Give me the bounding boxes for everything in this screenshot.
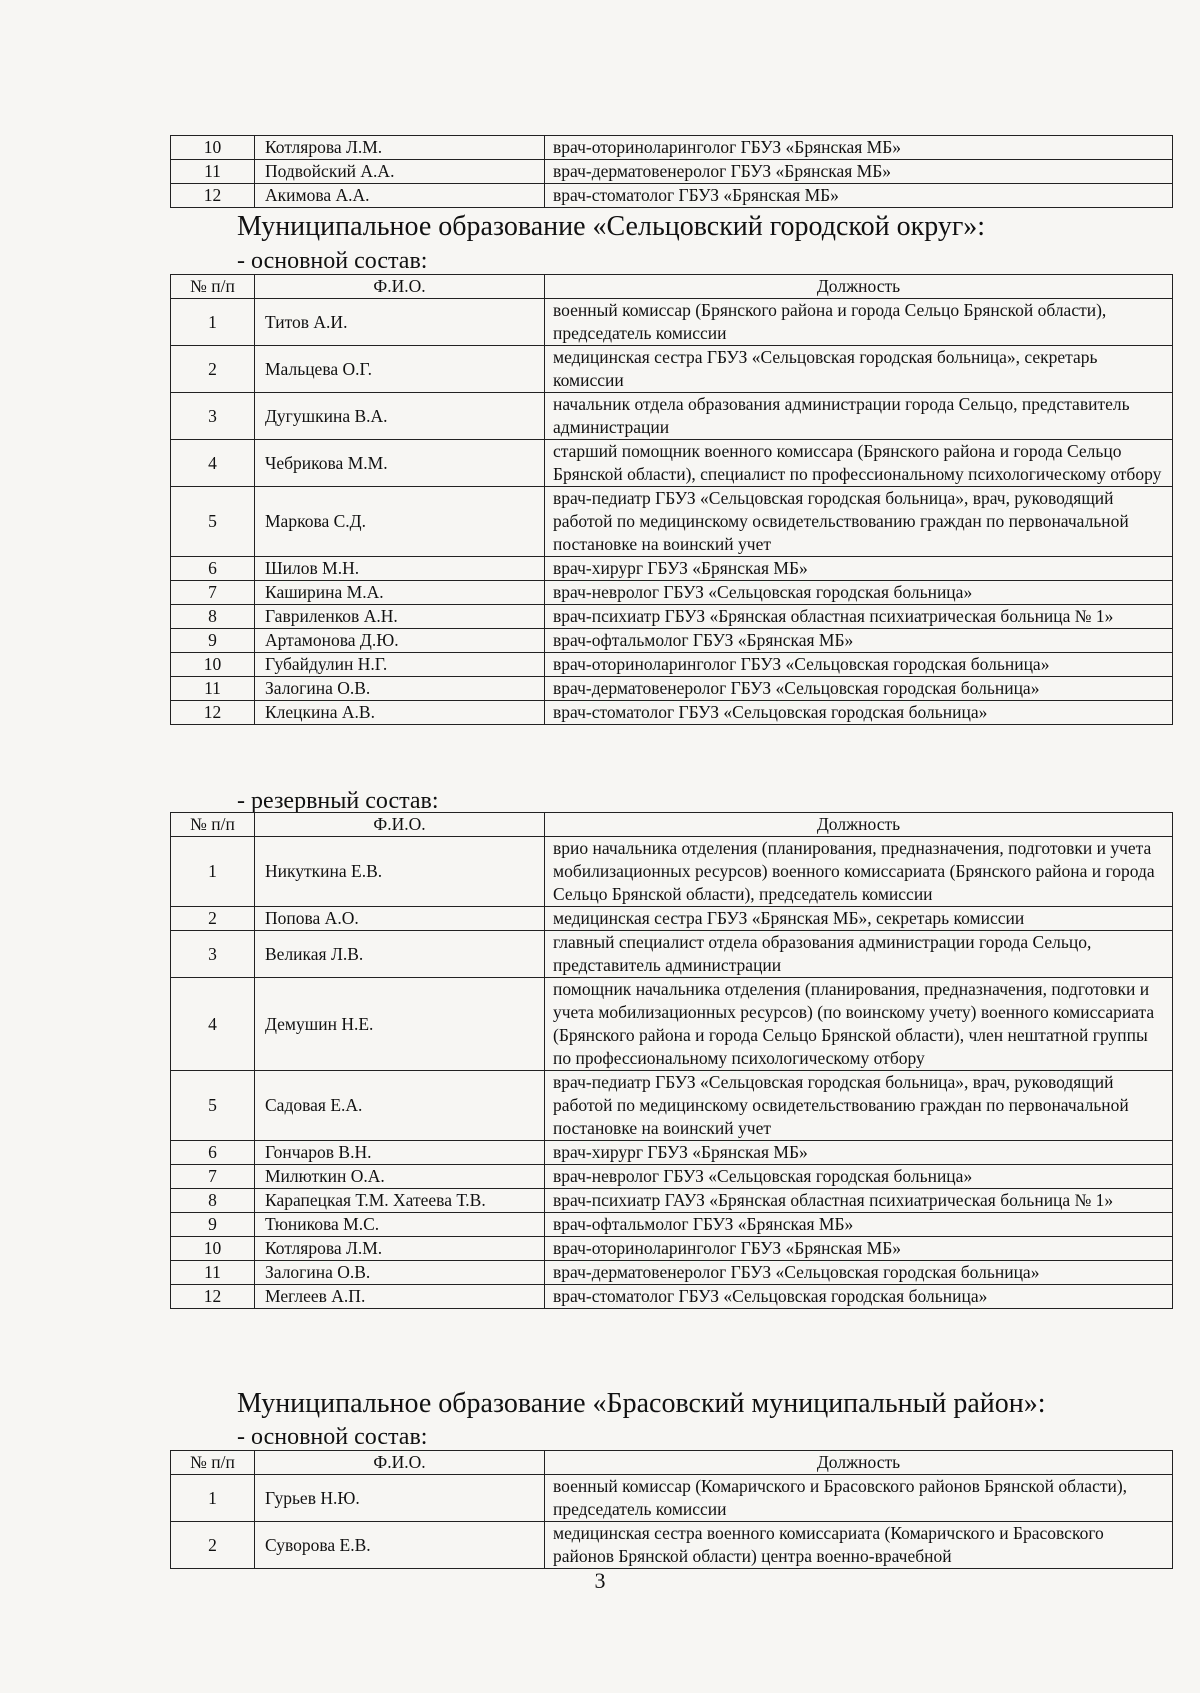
row-number: 1 <box>171 837 255 907</box>
row-number: 8 <box>171 605 255 629</box>
table-row <box>171 1522 1173 1569</box>
row-number: 10 <box>171 1237 255 1261</box>
table-row <box>171 1189 1173 1213</box>
row-number: 5 <box>171 1071 255 1141</box>
section-title-seltso: Муниципальное образование «Сельцовский городской округ»: <box>237 211 986 242</box>
row-number: 1 <box>171 1475 255 1522</box>
row-number: 8 <box>171 1189 255 1213</box>
table-row <box>171 837 1173 907</box>
row-number: 2 <box>171 907 255 931</box>
seltso-main-table <box>170 274 1173 725</box>
header-name: Ф.И.О. <box>255 813 545 837</box>
row-number: 6 <box>171 1141 255 1165</box>
row-number: 3 <box>171 931 255 978</box>
row-position: врач-оториноларинголог ГБУЗ «Брянская МБ» <box>545 136 1173 160</box>
table-row <box>171 978 1173 1071</box>
row-name: Гурьев Н.Ю. <box>255 1475 545 1522</box>
continuation-table-block <box>170 135 1172 208</box>
row-number: 5 <box>171 487 255 557</box>
row-name: Артамонова Д.Ю. <box>255 629 545 653</box>
row-number: 11 <box>171 1261 255 1285</box>
row-position: врач-психиатр ГАУЗ «Брянская областная психиатрическая больница № 1» <box>545 1189 1173 1213</box>
row-position: медицинская сестра военного комиссариата (Комаричского и Брасовского районов Брянской области) центра военно-врачебной <box>545 1522 1173 1569</box>
row-position: врач-оториноларинголог ГБУЗ «Брянская МБ» <box>545 1237 1173 1261</box>
row-number: 1 <box>171 299 255 346</box>
row-position: врач-хирург ГБУЗ «Брянская МБ» <box>545 1141 1173 1165</box>
row-name: Дугушкина В.А. <box>255 393 545 440</box>
row-name: Демушин Н.Е. <box>255 978 545 1071</box>
row-name: Титов А.И. <box>255 299 545 346</box>
row-position: врач-оториноларинголог ГБУЗ «Сельцовская городская больница» <box>545 653 1173 677</box>
table-row <box>171 299 1173 346</box>
table-row <box>171 346 1173 393</box>
row-position: врач-дерматовенеролог ГБУЗ «Сельцовская городская больница» <box>545 1261 1173 1285</box>
row-number: 12 <box>171 184 255 208</box>
row-position: начальник отдела образования администрации города Сельцо, представитель администрации <box>545 393 1173 440</box>
row-position: врач-психиатр ГБУЗ «Брянская областная психиатрическая больница № 1» <box>545 605 1173 629</box>
row-position: врач-офтальмолог ГБУЗ «Брянская МБ» <box>545 1213 1173 1237</box>
row-name: Котлярова Л.М. <box>255 136 545 160</box>
table-row <box>171 1237 1173 1261</box>
row-position: медицинская сестра ГБУЗ «Сельцовская городская больница», секретарь комиссии <box>545 346 1173 393</box>
row-name: Суворова Е.В. <box>255 1522 545 1569</box>
brasovo-main-table-block <box>170 1450 1172 1569</box>
table-row <box>171 1285 1173 1309</box>
header-position: Должность <box>545 813 1173 837</box>
table-row <box>171 907 1173 931</box>
row-position: врач-невролог ГБУЗ «Сельцовская городская больница» <box>545 1165 1173 1189</box>
header-num: № п/п <box>171 1451 255 1475</box>
row-position: врач-хирург ГБУЗ «Брянская МБ» <box>545 557 1173 581</box>
table-row <box>171 653 1173 677</box>
row-position: врио начальника отделения (планирования, предназначения, подготовки и учета мобилизационных ресурсов) военного комиссариата (Брянского района и города Сельцо Брянской области), председатель комиссии <box>545 837 1173 907</box>
row-position: военный комиссар (Комаричского и Брасовского районов Брянской области), председатель комиссии <box>545 1475 1173 1522</box>
table-row <box>171 136 1173 160</box>
row-position: медицинская сестра ГБУЗ «Брянская МБ», секретарь комиссии <box>545 907 1173 931</box>
row-position: помощник начальника отделения (планирования, предназначения, подготовки и учета мобилизационных ресурсов) (по воинскому учету) военного комиссариата (Брянского района и города Сельцо Брянской области), член нештатной группы по профессиональному психологическому отбору <box>545 978 1173 1071</box>
table-row <box>171 557 1173 581</box>
row-number: 3 <box>171 393 255 440</box>
continuation-table <box>170 135 1173 208</box>
row-name: Великая Л.В. <box>255 931 545 978</box>
row-name: Клецкина А.В. <box>255 701 545 725</box>
row-name: Тюникова М.С. <box>255 1213 545 1237</box>
table-row <box>171 701 1173 725</box>
row-number: 6 <box>171 557 255 581</box>
row-name: Губайдулин Н.Г. <box>255 653 545 677</box>
row-position: врач-стоматолог ГБУЗ «Брянская МБ» <box>545 184 1173 208</box>
row-position: врач-офтальмолог ГБУЗ «Брянская МБ» <box>545 629 1173 653</box>
header-position: Должность <box>545 275 1173 299</box>
row-name: Попова А.О. <box>255 907 545 931</box>
reserve-composition-label-seltso: - резервный состав: <box>237 788 439 814</box>
header-position: Должность <box>545 1451 1173 1475</box>
row-position: врач-педиатр ГБУЗ «Сельцовская городская больница», врач, руководящий работой по медицинскому освидетельствованию граждан по первоначальной постановке на воинский учет <box>545 487 1173 557</box>
row-name: Никуткина Е.В. <box>255 837 545 907</box>
seltso-main-table-block <box>170 274 1172 725</box>
row-number: 12 <box>171 701 255 725</box>
row-name: Гончаров В.Н. <box>255 1141 545 1165</box>
row-position: врач-стоматолог ГБУЗ «Сельцовская городская больница» <box>545 701 1173 725</box>
table-header-row <box>171 275 1173 299</box>
table-row <box>171 1475 1173 1522</box>
seltso-reserve-table-block <box>170 812 1172 1309</box>
row-number: 12 <box>171 1285 255 1309</box>
row-name: Чебрикова М.М. <box>255 440 545 487</box>
table-row <box>171 440 1173 487</box>
row-number: 4 <box>171 440 255 487</box>
row-name: Меглеев А.П. <box>255 1285 545 1309</box>
row-number: 7 <box>171 1165 255 1189</box>
row-name: Шилов М.Н. <box>255 557 545 581</box>
row-number: 4 <box>171 978 255 1071</box>
table-row <box>171 1261 1173 1285</box>
table-row <box>171 393 1173 440</box>
main-composition-label-seltso: - основной состав: <box>237 248 428 274</box>
table-row <box>171 1165 1173 1189</box>
main-composition-label-brasovo: - основной состав: <box>237 1424 428 1450</box>
row-name: Залогина О.В. <box>255 677 545 701</box>
table-row <box>171 605 1173 629</box>
row-position: врач-стоматолог ГБУЗ «Сельцовская городская больница» <box>545 1285 1173 1309</box>
seltso-reserve-table <box>170 812 1173 1309</box>
table-row <box>171 1213 1173 1237</box>
row-number: 11 <box>171 160 255 184</box>
row-name: Акимова А.А. <box>255 184 545 208</box>
table-row <box>171 487 1173 557</box>
row-number: 7 <box>171 581 255 605</box>
table-row <box>171 160 1173 184</box>
section-title-brasovo: Муниципальное образование «Брасовский муниципальный район»: <box>237 1388 1046 1419</box>
table-row <box>171 677 1173 701</box>
header-name: Ф.И.О. <box>255 275 545 299</box>
row-name: Мальцева О.Г. <box>255 346 545 393</box>
row-name: Залогина О.В. <box>255 1261 545 1285</box>
header-num: № п/п <box>171 813 255 837</box>
row-number: 11 <box>171 677 255 701</box>
header-name: Ф.И.О. <box>255 1451 545 1475</box>
table-header-row <box>171 813 1173 837</box>
row-number: 9 <box>171 1213 255 1237</box>
row-number: 10 <box>171 136 255 160</box>
table-row <box>171 1141 1173 1165</box>
row-name: Котлярова Л.М. <box>255 1237 545 1261</box>
table-row <box>171 184 1173 208</box>
row-position: врач-дерматовенеролог ГБУЗ «Сельцовская городская больница» <box>545 677 1173 701</box>
row-name: Милюткин О.А. <box>255 1165 545 1189</box>
table-row <box>171 629 1173 653</box>
row-position: врач-невролог ГБУЗ «Сельцовская городская больница» <box>545 581 1173 605</box>
header-num: № п/п <box>171 275 255 299</box>
row-number: 2 <box>171 346 255 393</box>
row-name: Карапецкая Т.М. Хатеева Т.В. <box>255 1189 545 1213</box>
brasovo-main-table <box>170 1450 1173 1569</box>
row-position: врач-дерматовенеролог ГБУЗ «Брянская МБ» <box>545 160 1173 184</box>
table-row <box>171 581 1173 605</box>
row-name: Гавриленков А.Н. <box>255 605 545 629</box>
row-number: 10 <box>171 653 255 677</box>
row-name: Каширина М.А. <box>255 581 545 605</box>
row-position: главный специалист отдела образования администрации города Сельцо, представитель администрации <box>545 931 1173 978</box>
row-name: Садовая Е.А. <box>255 1071 545 1141</box>
row-name: Подвойский А.А. <box>255 160 545 184</box>
row-number: 2 <box>171 1522 255 1569</box>
table-header-row <box>171 1451 1173 1475</box>
page-number: 3 <box>594 1568 606 1593</box>
table-row <box>171 1071 1173 1141</box>
row-position: старший помощник военного комиссара (Брянского района и города Сельцо Брянской области), специалист по профессиональному психологическому отбору <box>545 440 1173 487</box>
row-name: Маркова С.Д. <box>255 487 545 557</box>
row-position: врач-педиатр ГБУЗ «Сельцовская городская больница», врач, руководящий работой по медицинскому освидетельствованию граждан по первоначальной постановке на воинский учет <box>545 1071 1173 1141</box>
row-position: военный комиссар (Брянского района и города Сельцо Брянской области), председатель комиссии <box>545 299 1173 346</box>
table-row <box>171 931 1173 978</box>
row-number: 9 <box>171 629 255 653</box>
